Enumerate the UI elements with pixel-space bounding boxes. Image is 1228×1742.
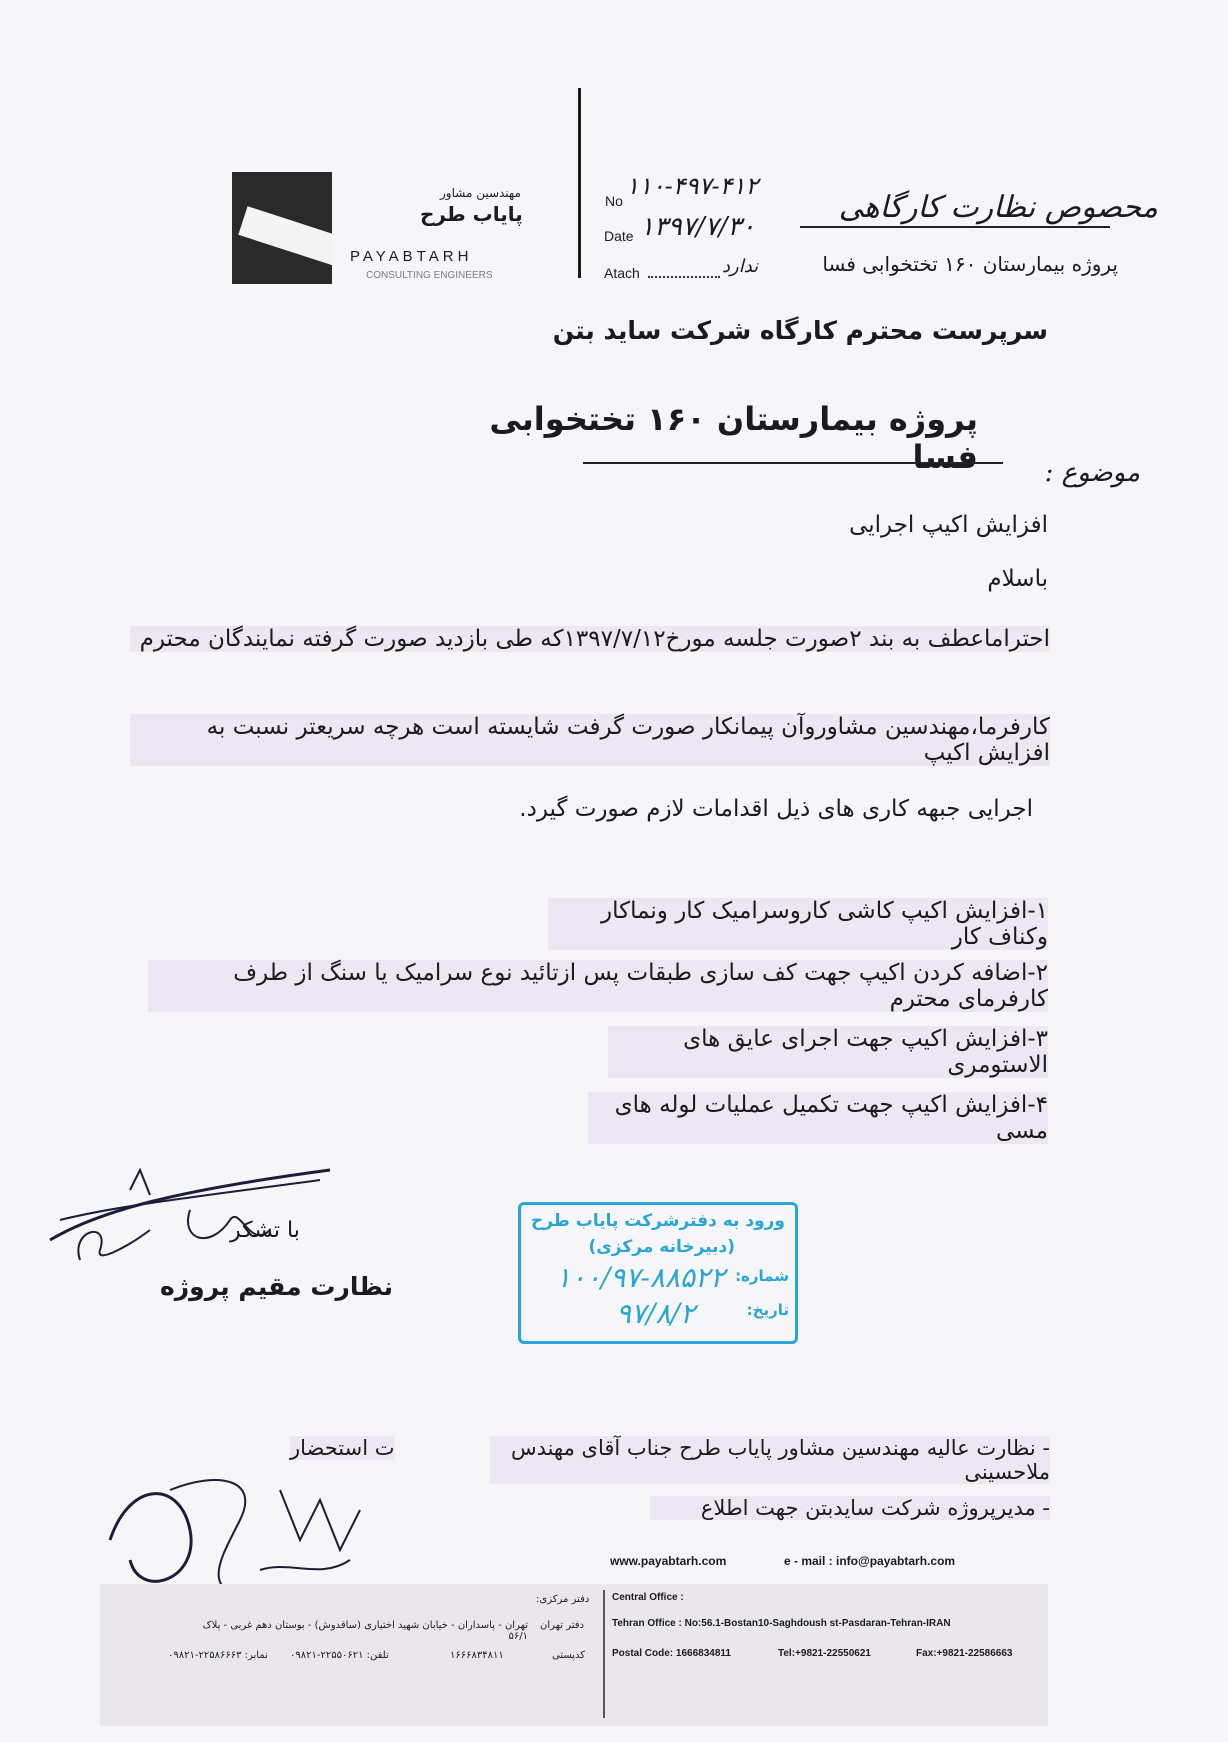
closing: با تشکر <box>230 1218 300 1243</box>
subject-text: افزایش اکیپ اجرایی <box>849 512 1048 538</box>
footer-fa-address: تهران - پاسداران - خیابان شهید اختیاری (ساقدوش) - بوستان دهم غربی - پلاک ۵۶/۱ <box>202 1620 528 1642</box>
subject-label: موضوع : <box>1044 458 1140 488</box>
logo-wedge-shape <box>238 206 332 272</box>
logo-latin-sub: CONSULTING ENGINEERS <box>366 270 493 281</box>
footer-tehran-office: Tehran Office : No:56.1-Bostan10-Saghdoush st-Pasdaran-Tehran-IRAN <box>612 1618 951 1629</box>
footer-fa-tehran: دفتر تهران <box>540 1620 584 1631</box>
ref-no-value: ۱۱۰-۴۹۷-۴۱۲ <box>626 172 759 200</box>
recipient-line: سرپرست محترم کارگاه شرکت ساید بتن <box>552 316 1048 345</box>
footer-website: www.payabtarh.com <box>610 1554 727 1568</box>
header-divider <box>578 88 581 278</box>
stamp-number-label: شماره: <box>735 1267 789 1285</box>
list-item-2: ۲-اضافه کردن اکیپ جهت کف سازی طبقات پس ازتائید نوع سرامیک یا سنگ از طرف کارفرمای محترم <box>148 960 1048 1012</box>
copy-line-1: - نظارت عالیه مهندسین مشاور پایاب طرح جناب آقای مهندس ملاحسینی <box>490 1436 1050 1484</box>
body-line-1: احتراماعطف به بند ۲صورت جلسه مورخ۱۳۹۷/۷/۱۲که طی بازدید صورت گرفته نمایندگان محترم <box>130 626 1050 652</box>
ref-date-label: Date <box>604 228 634 244</box>
header-project: پروژه بیمارستان ۱۶۰ تختخوابی فسا <box>822 252 1118 276</box>
ref-attach-value: ندارد <box>722 256 759 277</box>
footer-email: e - mail : info@payabtarh.com <box>784 1554 956 1568</box>
signature-scribble <box>40 1150 340 1270</box>
project-title-underline <box>583 462 1003 464</box>
ref-attach-label: Atach <box>604 265 640 281</box>
logo-persian-small: مهندسین مشاور <box>440 186 521 200</box>
stamp-date-value: ۹۷/۸/۲ <box>615 1297 695 1330</box>
footer-fa-fax: نمابر: ۲۲۵۸۶۶۶۳-۰۹۸۲۱ <box>168 1650 268 1661</box>
ref-date-value: ۱۳۹۷/۷/۳۰ <box>640 212 756 242</box>
list-item-3: ۳-افزایش اکیپ جهت اجرای عایق های الاستومری <box>608 1026 1048 1078</box>
footer-divider <box>603 1590 605 1718</box>
stamp-line-2: (دبیرخانه مرکزی) <box>588 1237 735 1257</box>
stamp-date-label: تاریخ: <box>746 1301 789 1319</box>
signer: نظارت مقیم پروژه <box>160 1272 393 1301</box>
project-title: پروژه بیمارستان ۱۶۰ تختخوابی فسا <box>489 400 978 476</box>
body-line-2: کارفرما،مهندسین مشاوروآن پیمانکار صورت گرفت شایسته است هرچه سریعتر نسبت به افزایش اکیپ <box>130 714 1050 766</box>
header-title: محصوص نظارت کارگاهی <box>838 190 1158 225</box>
footer-postal: Postal Code: 1666834811 <box>612 1648 731 1659</box>
stamp-line-1: ورود به دفترشرکت پایاب طرح <box>530 1211 785 1231</box>
logo-persian-name: پایاب طرح <box>420 202 523 226</box>
body-line-3: اجرایی جبهه کاری های ذیل اقدامات لازم صورت گیرد. <box>519 796 1033 822</box>
footer-fax: Fax:+9821-22586663 <box>916 1648 1013 1659</box>
copy-line-1-tail: ت استحضار <box>290 1436 395 1460</box>
receipt-stamp <box>518 1202 798 1344</box>
header-title-underline <box>800 226 1110 228</box>
logo-latin-name: PAYABTARH <box>350 248 473 265</box>
list-item-1: ۱-افزایش اکیپ کاشی کاروسرامیک کار ونماکار وکناف کار <box>548 898 1048 950</box>
footer-fa-tel: تلفن: ۲۲۵۵۰۶۲۱-۰۹۸۲۱ <box>290 1650 389 1661</box>
footer-fa-central: دفتر مرکزی: <box>536 1594 590 1605</box>
greeting: باسلام <box>987 566 1048 592</box>
copy-line-2: - مدیرپروژه شرکت سایدبتن جهت اطلاع <box>650 1496 1050 1520</box>
ref-attach-dots <box>648 276 720 278</box>
footer-fa-postal-label: کدپستی <box>552 1650 586 1661</box>
company-logo-mark <box>232 172 332 284</box>
footer-tel: Tel:+9821-22550621 <box>778 1648 871 1659</box>
stamp-number-value: ۱۰۰/۹۷-۸۸۵۲۲ <box>555 1261 725 1294</box>
footer-fa-postal-value: ۱۶۶۶۸۳۴۸۱۱ <box>450 1650 504 1661</box>
ref-no-label: No <box>605 193 623 209</box>
list-item-4: ۴-افزایش اکیپ جهت تکمیل عملیات لوله های مسی <box>588 1092 1048 1144</box>
footer-central-label: Central Office : <box>612 1592 684 1603</box>
